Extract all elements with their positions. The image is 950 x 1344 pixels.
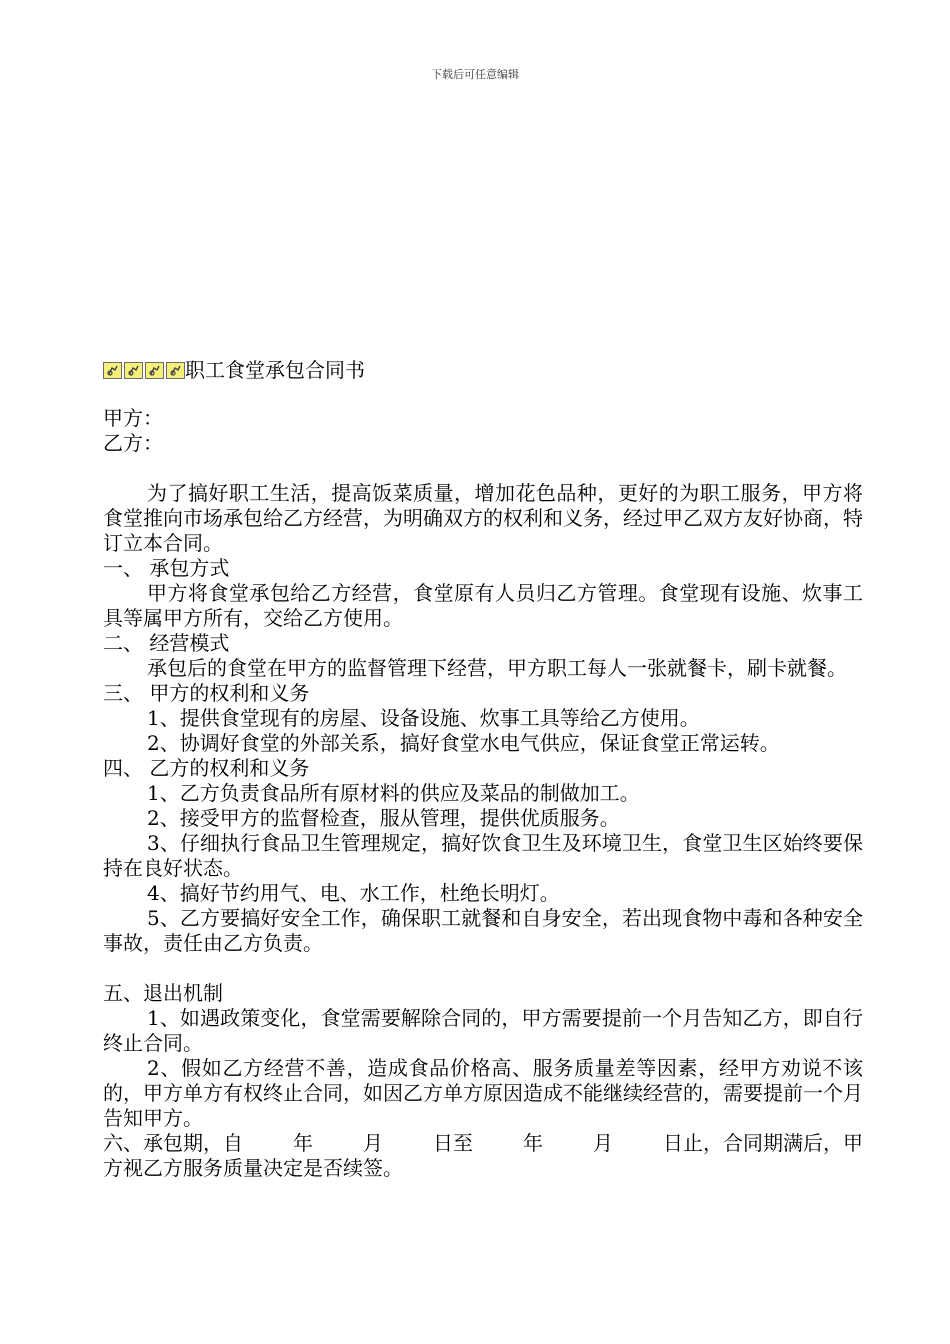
section-4-item: 4、搞好节约用气、电、水工作，杜绝长明灯。	[147, 881, 560, 905]
intro-paragraph: 为了搞好职工生活，提高饭菜质量，增加花色品种，更好的为职工服务，甲方将食堂推向市场承包给乙方经营，为明确双方的权利和义务，经过甲乙双方友好协商，特订立本合同。	[103, 481, 863, 555]
term-part: 月	[363, 1131, 383, 1155]
header-note: 下载后可任意编辑	[431, 68, 519, 81]
section-6-line-2: 方视乙方服务质量决定是否续签。	[103, 1156, 403, 1180]
link-icon	[124, 362, 143, 379]
party-b-label: 乙方：	[103, 431, 163, 455]
section-4-item: 2、接受甲方的监督检查，服从管理，提供优质服务。	[147, 806, 620, 830]
section-5-title: 五、退出机制	[103, 981, 223, 1005]
term-part: 月	[593, 1131, 613, 1155]
section-3-title: 三、 甲方的权利和义务	[103, 681, 310, 705]
section-4-item: 3、仔细执行食品卫生管理规定，搞好饮食卫生及环境卫生，食堂卫生区始终要保持在良好状态。	[103, 831, 863, 880]
section-5-item: 1、如遇政策变化，食堂需要解除合同的，甲方需要提前一个月告知乙方，即自行终止合同。	[103, 1006, 863, 1055]
document-title: 职工食堂承包合同书	[185, 357, 365, 382]
section-3-item: 1、提供食堂现有的房屋、设备设施、炊事工具等给乙方使用。	[147, 706, 700, 730]
section-1-body: 甲方将食堂承包给乙方经营，食堂原有人员归乙方管理。食堂现有设施、炊事工具等属甲方所有，交给乙方使用。	[103, 581, 863, 630]
party-a-label: 甲方：	[103, 406, 163, 430]
decoration-icons	[103, 362, 185, 379]
term-part: 日止，合同期满后，甲	[663, 1131, 863, 1155]
section-3-item: 2、协调好食堂的外部关系，搞好食堂水电气供应，保证食堂正常运转。	[147, 731, 780, 755]
title-row	[103, 356, 863, 384]
section-4-title: 四、 乙方的权利和义务	[103, 756, 310, 780]
section-4-item: 1、乙方负责食品所有原材料的供应及菜品的制做加工。	[147, 781, 640, 805]
section-1-title: 一、 承包方式	[103, 556, 230, 580]
link-icon	[103, 362, 122, 379]
contract-document	[103, 356, 863, 1181]
section-2-body: 承包后的食堂在甲方的监督管理下经营，甲方职工每人一张就餐卡，刷卡就餐。	[147, 656, 847, 680]
term-part: 年	[293, 1131, 313, 1155]
term-part: 年	[523, 1131, 543, 1155]
parties	[103, 406, 863, 456]
term-part: 日至	[433, 1131, 473, 1155]
section-2-title: 二、 经营模式	[103, 631, 230, 655]
term-part: 六、承包期，自	[103, 1131, 243, 1155]
section-6-line	[103, 1131, 863, 1156]
section-5-item: 2、假如乙方经营不善，造成食品价格高、服务质量差等因素，经甲方劝说不该的，甲方单方有权终止合同，如因乙方单方原因造成不能继续经营的，需要提前一个月告知甲方。	[103, 1056, 863, 1130]
section-4-item: 5、乙方要搞好安全工作，确保职工就餐和自身安全，若出现食物中毒和各种安全事故，责任由乙方负责。	[103, 906, 863, 955]
link-icon	[166, 362, 185, 379]
link-icon	[145, 362, 164, 379]
